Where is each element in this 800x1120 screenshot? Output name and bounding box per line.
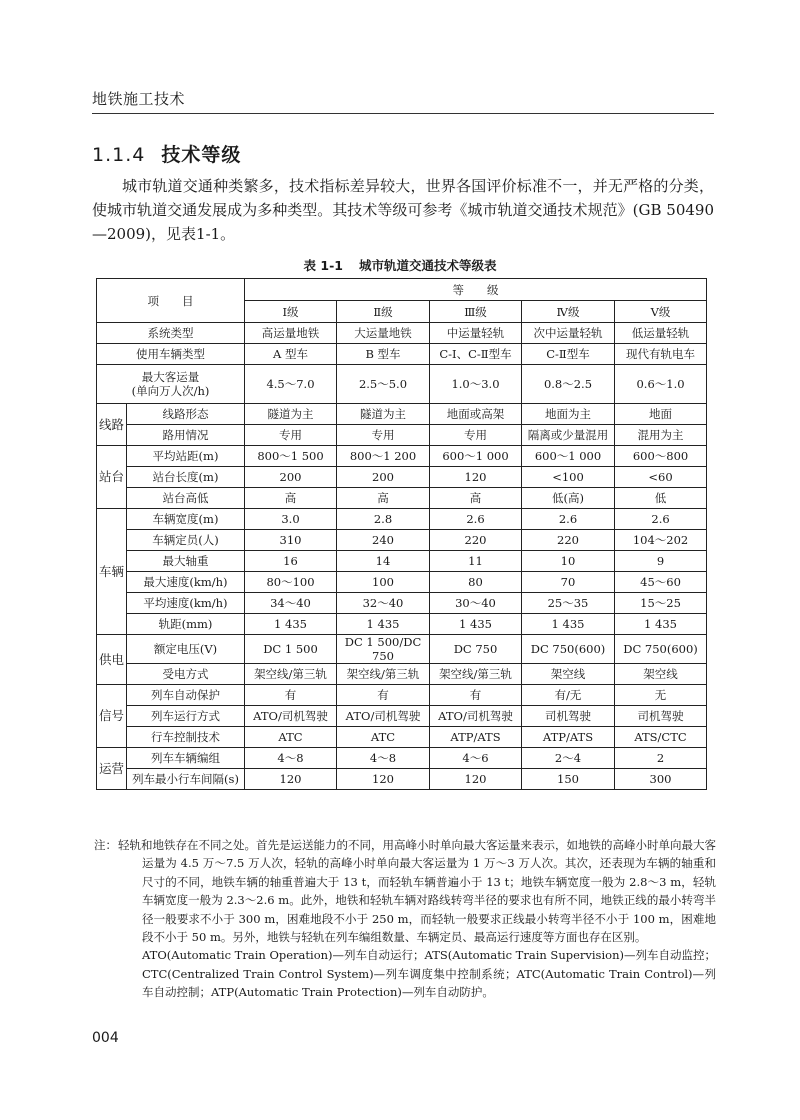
table-cell: 600～800 <box>615 446 707 467</box>
table-row <box>97 706 707 727</box>
table-cell: 120 <box>430 467 522 488</box>
table-cell: 司机驾驶 <box>615 706 707 727</box>
table-cell: 10 <box>522 551 615 572</box>
table-cell: 220 <box>430 530 522 551</box>
table-cell: C-Ⅰ、C-Ⅱ型车 <box>430 344 522 365</box>
table-cell: 专用 <box>337 425 430 446</box>
table-cell: 240 <box>337 530 430 551</box>
table-cell: 14 <box>337 551 430 572</box>
table-cell: 220 <box>522 530 615 551</box>
table-cell: 70 <box>522 572 615 593</box>
table-cell: 2～4 <box>522 748 615 769</box>
note-1-text: 轻轨和地铁存在不同之处。首先是运送能力的不同，用高峰小时单向最大客运量来表示，如地铁的高峰小时单向最大客运量为 4.5 万～7.5 万人次，轻轨的高峰小时单向最大客运量为 1 万～3 万人次。其次，还表现为车辆的轴重和尺寸的不同，地铁车辆的轴重普遍大于 13 t，而轻轨车辆普遍小于 13 t；地铁车辆宽度一般为 2.8～3 m，轻轨车辆宽度一般为 2.3～2.6 m。此外，地铁和轻轨车辆对路线转弯半径的要求也有所不同，地铁正线的最小转弯半径一般要求不小于 300 m，困难地段不小于 250 m，而轻轨一般要求正线最小转弯半径不小于 100 m，困难地段不小于 50 m。另外，地铁与轻轨在列车编组数量、车辆定员、最高运行速度等方面也存在区别。 <box>118 838 716 945</box>
table-cell: DC 750 <box>430 635 522 664</box>
table-cell: 地面或高架 <box>430 404 522 425</box>
table-cell: 高 <box>430 488 522 509</box>
row-label: 路用情况 <box>127 425 245 446</box>
running-head: 地铁施工技术 <box>92 90 186 108</box>
table-cell: 大运量地铁 <box>337 323 430 344</box>
table-cell: 0.6～1.0 <box>615 365 707 404</box>
table-cell: B 型车 <box>337 344 430 365</box>
grade-label: Ⅱ级 <box>337 301 430 323</box>
table-cell: 800～1 200 <box>337 446 430 467</box>
table-cell: 80 <box>430 572 522 593</box>
group-label: 线路 <box>97 404 127 446</box>
table-cell: 4～8 <box>245 748 337 769</box>
table-label: 表 1-1 <box>303 258 343 273</box>
table-cell: 2.5～5.0 <box>337 365 430 404</box>
grade-label: Ⅲ级 <box>430 301 522 323</box>
table-row <box>97 467 707 488</box>
table-cell: 地面 <box>615 404 707 425</box>
table-cell: 有/无 <box>522 685 615 706</box>
table-cell: 2.8 <box>337 509 430 530</box>
table-cell: 800～1 500 <box>245 446 337 467</box>
table-cell: 4～8 <box>337 748 430 769</box>
section-heading <box>92 140 241 167</box>
table-cell: 32～40 <box>337 593 430 614</box>
row-label: 站台高低 <box>127 488 245 509</box>
table-row <box>97 769 707 790</box>
header-rule <box>92 113 714 114</box>
table-cell: 11 <box>430 551 522 572</box>
table-row <box>97 365 707 404</box>
table-cell: 80～100 <box>245 572 337 593</box>
table-cell: ATS/CTC <box>615 727 707 748</box>
table-row <box>97 509 707 530</box>
table-cell: 2.6 <box>522 509 615 530</box>
table-cell: 次中运量轻轨 <box>522 323 615 344</box>
table-cell: ATC <box>337 727 430 748</box>
table-cell: 25～35 <box>522 593 615 614</box>
table-cell: 120 <box>430 769 522 790</box>
row-label: 系统类型 <box>97 323 245 344</box>
row-label: 轨距(mm) <box>127 614 245 635</box>
table-cell: 低 <box>615 488 707 509</box>
row-label: 列车车辆编组 <box>127 748 245 769</box>
row-label: 列车运行方式 <box>127 706 245 727</box>
table-cell: 隔离或少量混用 <box>522 425 615 446</box>
table-cell: 600～1 000 <box>430 446 522 467</box>
table-cell: 有 <box>337 685 430 706</box>
table-header-row <box>97 279 707 301</box>
table-cell: 有 <box>245 685 337 706</box>
table-cell: 30～40 <box>430 593 522 614</box>
table-cell: ATO/司机驾驶 <box>245 706 337 727</box>
tech-grade-table <box>96 278 707 790</box>
row-label: 行车控制技术 <box>127 727 245 748</box>
table-cell: 现代有轨电车 <box>615 344 707 365</box>
table-row <box>97 685 707 706</box>
grade-label: Ⅰ级 <box>245 301 337 323</box>
row-label: 站台长度(m) <box>127 467 245 488</box>
table-cell: 1 435 <box>245 614 337 635</box>
table-cell: 100 <box>337 572 430 593</box>
table-row <box>97 425 707 446</box>
table-cell: 3.0 <box>245 509 337 530</box>
table-cell: 150 <box>522 769 615 790</box>
table-cell: 专用 <box>430 425 522 446</box>
intro-paragraph <box>92 174 714 246</box>
row-label: 车辆定员(人) <box>127 530 245 551</box>
table-row <box>97 404 707 425</box>
table-row <box>97 323 707 344</box>
table-cell: 2.6 <box>615 509 707 530</box>
table-cell: 架空线 <box>522 664 615 685</box>
table-cell: 高 <box>245 488 337 509</box>
table-cell: 高 <box>337 488 430 509</box>
group-label: 供电 <box>97 635 127 685</box>
table-cell: 120 <box>337 769 430 790</box>
group-label: 运营 <box>97 748 127 790</box>
table-cell: 1 435 <box>430 614 522 635</box>
table-cell: <60 <box>615 467 707 488</box>
item-header-cell: 项 目 <box>97 279 245 323</box>
table-cell: 2.6 <box>430 509 522 530</box>
table-cell: 1.0～3.0 <box>430 365 522 404</box>
table-cell: ATO/司机驾驶 <box>430 706 522 727</box>
table-cell: DC 750(600) <box>615 635 707 664</box>
table-cell: 隧道为主 <box>245 404 337 425</box>
section-title: 技术等级 <box>161 144 242 166</box>
table-cell: 200 <box>245 467 337 488</box>
table-cell: C-Ⅱ型车 <box>522 344 615 365</box>
table-row <box>97 530 707 551</box>
row-label: 列车自动保护 <box>127 685 245 706</box>
row-label: 平均速度(km/h) <box>127 593 245 614</box>
group-label: 信号 <box>97 685 127 748</box>
table-cell: DC 1 500 <box>245 635 337 664</box>
table-cell: 架空线/第三轨 <box>430 664 522 685</box>
row-label: 车辆宽度(m) <box>127 509 245 530</box>
table-cell: 专用 <box>245 425 337 446</box>
table-notes <box>94 836 716 1002</box>
table-row <box>97 551 707 572</box>
intro-text: 城市轨道交通种类繁多，技术指标差异较大，世界各国评价标准不一，并无严格的分类，使城市轨道交通发展成为多种类型。其技术等级可参考《城市轨道交通技术规范》(GB 50490—2009)，见表1-1。 <box>92 177 714 243</box>
table-cell: 310 <box>245 530 337 551</box>
table-cell: 15～25 <box>615 593 707 614</box>
table-cell: A 型车 <box>245 344 337 365</box>
table-row <box>97 748 707 769</box>
table-cell: 无 <box>615 685 707 706</box>
table-row <box>97 446 707 467</box>
table-cell: 1 435 <box>337 614 430 635</box>
table-cell: 司机驾驶 <box>522 706 615 727</box>
table-cell: 1 435 <box>615 614 707 635</box>
row-label: 列车最小行车间隔(s) <box>127 769 245 790</box>
table-cell: <100 <box>522 467 615 488</box>
table-cell: 200 <box>337 467 430 488</box>
row-label: 使用车辆类型 <box>97 344 245 365</box>
table-cell: DC 750(600) <box>522 635 615 664</box>
table-cell: 16 <box>245 551 337 572</box>
table-row <box>97 572 707 593</box>
row-label: 最大轴重 <box>127 551 245 572</box>
table-row <box>97 614 707 635</box>
table-cell: ATP/ATS <box>430 727 522 748</box>
table-row <box>97 593 707 614</box>
table-cell: 中运量轻轨 <box>430 323 522 344</box>
table-cell: 混用为主 <box>615 425 707 446</box>
table-cell: 104～202 <box>615 530 707 551</box>
row-label: 额定电压(V) <box>127 635 245 664</box>
table-title: 城市轨道交通技术等级表 <box>358 258 497 273</box>
group-label: 车辆 <box>97 509 127 635</box>
table-cell: 9 <box>615 551 707 572</box>
grade-label: Ⅴ级 <box>615 301 707 323</box>
table-cell: 0.8～2.5 <box>522 365 615 404</box>
table-row <box>97 664 707 685</box>
grade-header-cell: 等 级 <box>245 279 707 301</box>
group-label: 站台 <box>97 446 127 509</box>
table-cell: 地面为主 <box>522 404 615 425</box>
row-label: 受电方式 <box>127 664 245 685</box>
table-cell: ATO/司机驾驶 <box>337 706 430 727</box>
table-cell: 架空线/第三轨 <box>245 664 337 685</box>
table-cell: 架空线/第三轨 <box>337 664 430 685</box>
grade-label: Ⅳ级 <box>522 301 615 323</box>
table-cell: DC 1 500/DC 750 <box>337 635 430 664</box>
table-cell: 1 435 <box>522 614 615 635</box>
table-cell: 120 <box>245 769 337 790</box>
table-row <box>97 344 707 365</box>
table-cell: 600～1 000 <box>522 446 615 467</box>
table-cell: 45～60 <box>615 572 707 593</box>
row-label: 最大客运量 (单向万人次/h) <box>97 365 245 404</box>
page-number: 004 <box>92 1030 119 1046</box>
table-cell: ATC <box>245 727 337 748</box>
table-row <box>97 635 707 664</box>
row-label: 线路形态 <box>127 404 245 425</box>
table-cell: ATP/ATS <box>522 727 615 748</box>
table-caption <box>0 256 800 274</box>
table-cell: 低(高) <box>522 488 615 509</box>
table-row <box>97 727 707 748</box>
table-cell: 低运量轻轨 <box>615 323 707 344</box>
table-row <box>97 488 707 509</box>
table-cell: 4～6 <box>430 748 522 769</box>
table-cell: 隧道为主 <box>337 404 430 425</box>
note-1: 注：轻轨和地铁存在不同之处。首先是运送能力的不同，用高峰小时单向最大客运量来表示，如地铁的高峰小时单向最大客运量为 4.5 万～7.5 万人次，轻轨的高峰小时单向最大客运量为 1 万～3 万人次。其次，还表现为车辆的轴重和尺寸的不同，地铁车辆的轴重普遍大于 13 t，而轻轨车辆普遍小于 13 t；地铁车辆宽度一般为 2.8～3 m，轻轨车辆宽度一般为 2.3～2.6 m。此外，地铁和轻轨车辆对路线转弯半径的要求也有所不同，地铁正线的最小转弯半径一般要求不小于 300 m，困难地段不小于 250 m，而轻轨一般要求正线最小转弯半径不小于 100 m，困难地段不小于 50 m。另外，地铁与轻轨在列车编组数量、车辆定员、最高运行速度等方面也存在区别。 <box>94 838 716 945</box>
table-cell: 34～40 <box>245 593 337 614</box>
row-label: 平均站距(m) <box>127 446 245 467</box>
table-cell: 高运量地铁 <box>245 323 337 344</box>
section-number: 1.1.4 <box>92 144 146 166</box>
table-cell: 2 <box>615 748 707 769</box>
table-body <box>97 279 707 790</box>
table-cell: 300 <box>615 769 707 790</box>
table-cell: 4.5～7.0 <box>245 365 337 404</box>
row-label: 最大速度(km/h) <box>127 572 245 593</box>
table-cell: 架空线 <box>615 664 707 685</box>
table-cell: 有 <box>430 685 522 706</box>
note-2: ATO(Automatic Train Operation)—列车自动运行；ATS(Automatic Train Supervision)—列车自动监控；CTC(Centralized Train Control System)—列车调度集中控制系统；ATC(Automatic Train Control)—列车自动控制；ATP(Automatic Train Protection)—列车自动防护。 <box>142 948 716 1000</box>
